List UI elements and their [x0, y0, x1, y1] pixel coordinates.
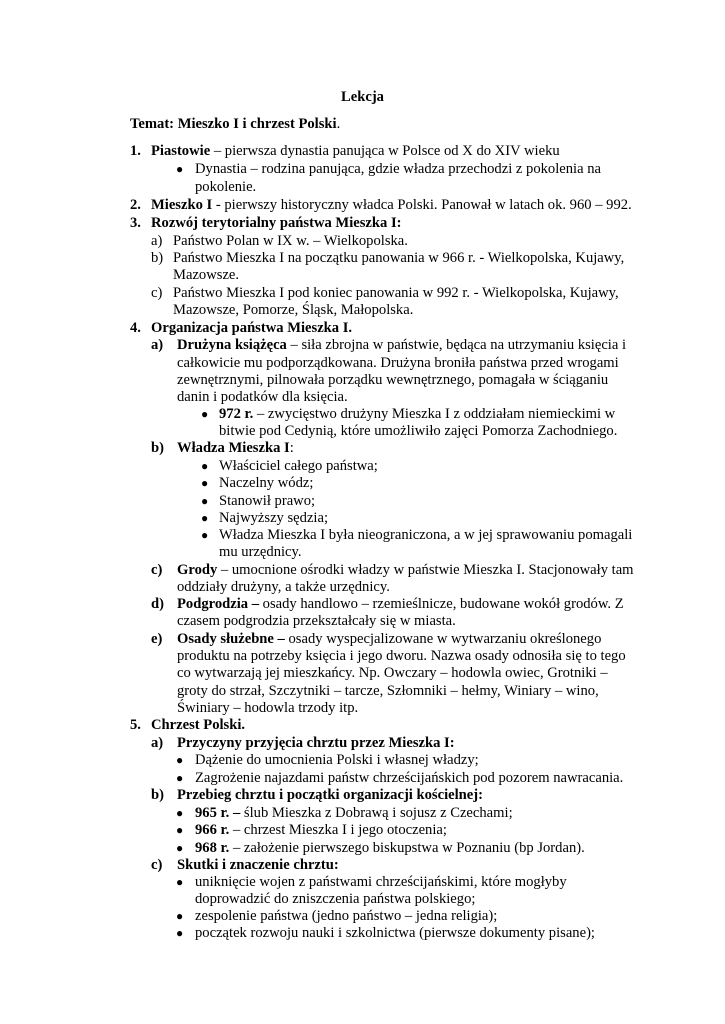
section-5: 5. [130, 717, 141, 733]
s4-c-marker: c) [151, 562, 163, 578]
s5-b-heading: Przebieg chrztu i początki organizacji kościelnej: [177, 787, 483, 803]
bullet-icon: ● [176, 806, 184, 820]
s3-b-line2: Mazowsze. [173, 267, 240, 283]
bullet-icon: ● [176, 841, 184, 855]
list-item: początek rozwoju nauki i szkolnictwa (pierwsze dokumenty pisane); [195, 925, 595, 941]
s4-b-marker: b) [151, 440, 164, 456]
section-1-sub-line1: Dynastia – rodzina panująca, gdzie władza przechodzi z pokolenia na [195, 161, 602, 177]
s4-a-sub-line2: bitwie pod Cedynią, które umożliwiło zajęci Pomorza Zachodniego. [219, 423, 618, 439]
s3-a-text: Państwo Polan w IX w. – Wielkopolska. [173, 233, 408, 249]
lesson-topic: Temat: Mieszko I i chrzest Polski. [130, 116, 341, 132]
section-3: 3. [130, 215, 141, 231]
page-title: Lekcja [341, 89, 384, 105]
bullet-icon: ● [201, 407, 209, 421]
s4-e-line2: produktu na potrzeby księcia i jego dworu. Nazwa osady odnosiła się to tego [177, 648, 626, 664]
list-item: Zagrożenie najazdami państw chrześcijańskich pod pozorem nawracania. [195, 770, 624, 786]
s4-a-sub-line1: 972 r. – zwycięstwo drużyny Mieszka I z oddziałam niemieckimi w [219, 406, 616, 422]
section-3-heading: Rozwój terytorialny państwa Mieszka I: [151, 215, 402, 231]
s5-c-marker: c) [151, 857, 163, 873]
section-1: 1. [130, 143, 141, 159]
s5-c-heading: Skutki i znaczenie chrztu: [177, 857, 339, 873]
bullet-icon: ● [201, 511, 209, 525]
list-item-cont: doprowadzić do zniszczenia państwa polskiego; [195, 891, 476, 907]
section-2-text: Mieszko I - pierwszy historyczny władca Polski. Panował w latach ok. 960 – 992. [151, 197, 632, 213]
s4-c-line2: oddziały drużyny, a także urzędnicy. [177, 579, 390, 595]
list-item: Władza Mieszka I była nieograniczona, a w jej sprawowaniu pomagali [219, 527, 633, 543]
s5-a-heading: Przyczyny przyjęcia chrztu przez Mieszka I: [177, 735, 455, 751]
s4-c-line1: Grody – umocnione ośrodki władzy w państwie Mieszka I. Stacjonowały tam [177, 562, 634, 578]
list-item: 968 r. – założenie pierwszego biskupstwa w Poznaniu (bp Jordan). [195, 840, 585, 856]
s3-c-line1: Państwo Mieszka I pod koniec panowania w 992 r. - Wielkopolska, Kujawy, [173, 285, 619, 301]
s4-d-line2: czasem podgrodzia przekształcały się w miasta. [177, 613, 456, 629]
list-item: 965 r. – ślub Mieszka z Dobrawą i sojusz z Czechami; [195, 805, 513, 821]
s4-a-line1: Drużyna książęca – siła zbrojna w państwie, będąca na utrzymaniu księcia i [177, 337, 627, 353]
s4-e-line5: Świniary – hodowla trzody itp. [177, 700, 359, 716]
bullet-icon: ● [176, 909, 184, 923]
list-item: Dążenie do umocnienia Polski i własnej władzy; [195, 752, 479, 768]
s4-a-line2: całkowicie mu podporządkowana. Drużyna broniła państwa przed wrogami [177, 355, 619, 371]
s3-a-marker: a) [151, 233, 163, 249]
s3-b-marker: b) [151, 250, 164, 266]
section-5-heading: Chrzest Polski. [151, 717, 246, 733]
list-item: zespolenie państwa (jedno państwo – jedna religia); [195, 908, 498, 924]
s4-e-line3: co wytwarzają jej mieszkańcy. Np. Owczary – hodowla owiec, Grotniki – [177, 665, 608, 681]
s4-a-marker: a) [151, 337, 164, 353]
list-item-cont: mu urzędnicy. [219, 544, 302, 560]
s3-c-marker: c) [151, 285, 163, 301]
list-item: uniknięcie wojen z państwami chrześcijańskimi, które mogłyby [195, 874, 567, 890]
bullet-icon: ● [176, 162, 184, 176]
section-1-text: Piastowie – pierwsza dynastia panująca w Polsce od X do XIV wieku [151, 143, 560, 159]
s4-a-line4: danin i podatków dla księcia. [177, 389, 348, 405]
s4-a-line3: zewnętrznymi, pilnowała porządku wewnętrznego, pomagała w ściąganiu [177, 372, 609, 388]
s4-d-line1: Podgrodzia – osady handlowo – rzemieślnicze, budowane wokół grodów. Z [177, 596, 624, 612]
bullet-icon: ● [176, 823, 184, 837]
list-item: Naczelny wódz; [219, 475, 314, 491]
s5-b-marker: b) [151, 787, 164, 803]
s3-c-line2: Mazowsze, Pomorze, Śląsk, Małopolska. [173, 302, 414, 318]
s4-e-line1: Osady służebne – osady wyspecjalizowane w wytwarzaniu określonego [177, 631, 602, 647]
s4-e-marker: e) [151, 631, 163, 647]
section-4: 4. [130, 320, 141, 336]
s3-b-line1: Państwo Mieszka I na początku panowania w 966 r. - Wielkopolska, Kujawy, [173, 250, 625, 266]
bullet-icon: ● [176, 875, 184, 889]
bullet-icon: ● [201, 528, 209, 542]
s4-b-heading: Władza Mieszka I: [177, 440, 294, 456]
s4-d-marker: d) [151, 596, 164, 612]
list-item: 966 r. – chrzest Mieszka I i jego otoczenia; [195, 822, 447, 838]
bullet-icon: ● [176, 771, 184, 785]
s5-a-marker: a) [151, 735, 164, 751]
section-4-heading: Organizacja państwa Mieszka I. [151, 320, 353, 336]
s4-e-line4: groty do strzał, Szczytniki – tarcze, Szłomniki – hełmy, Winiary – wino, [177, 683, 599, 699]
list-item: Najwyższy sędzia; [219, 510, 329, 526]
list-item: Stanowił prawo; [219, 493, 316, 509]
bullet-icon: ● [176, 753, 184, 767]
bullet-icon: ● [201, 494, 209, 508]
section-2: 2. [130, 197, 141, 213]
bullet-icon: ● [201, 459, 209, 473]
bullet-icon: ● [201, 476, 209, 490]
list-item: Właściciel całego państwa; [219, 458, 378, 474]
bullet-icon: ● [176, 926, 184, 940]
section-1-sub-line2: pokolenie. [195, 179, 257, 195]
